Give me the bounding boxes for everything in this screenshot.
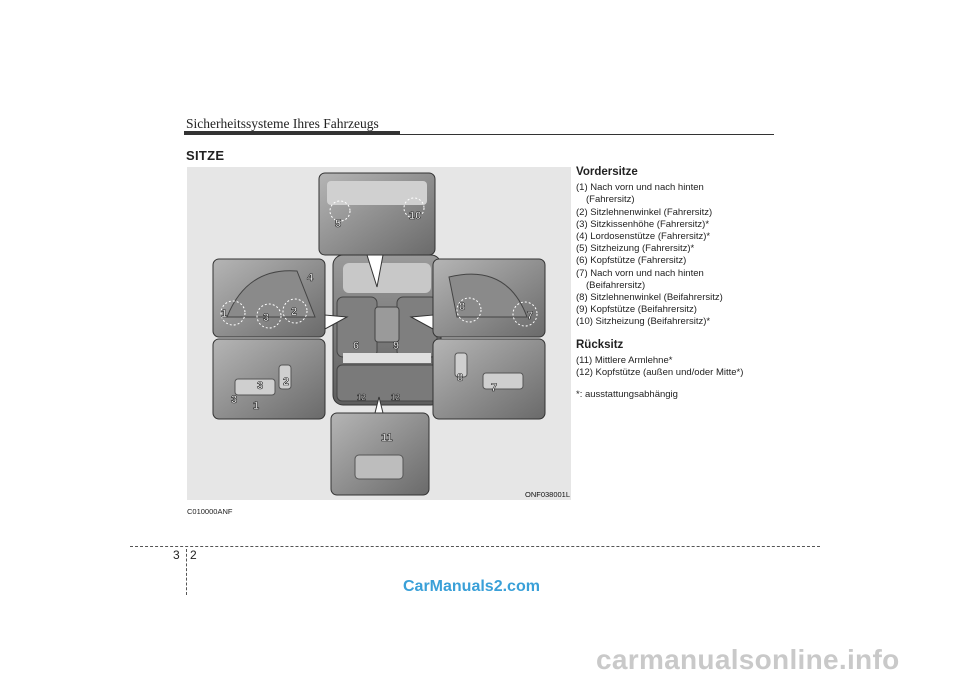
car-top-view: [333, 255, 441, 405]
callout-7: 7: [527, 310, 534, 322]
callout-8b: 8: [457, 372, 464, 384]
page-chapter: 3: [173, 548, 180, 562]
watermark-link[interactable]: CarManuals2.com: [403, 578, 540, 595]
legend-list: [576, 166, 776, 401]
page-number: 2: [190, 548, 197, 562]
list-item: (3) Sitzkissenhöhe (Fahrersitz)*: [576, 218, 710, 230]
callout-5: 5: [335, 218, 342, 230]
list-item: (Fahrersitz): [586, 194, 635, 206]
seats-illustration: [187, 167, 571, 500]
list-item: (10) Sitzheizung (Beifahrersitz)*: [576, 316, 711, 328]
callout-3: 3: [263, 312, 270, 324]
figure-code-left: C010000ANF: [187, 507, 233, 516]
list-item: (8) Sitzlehnenwinkel (Beifahrersitz): [576, 292, 723, 304]
right-bottom-inset: [433, 339, 545, 419]
left-bottom-inset: [213, 339, 325, 419]
callout-8: 8: [459, 301, 466, 313]
callout-1: 1: [221, 308, 228, 320]
footnote: *: ausstattungsabhängig: [576, 389, 678, 401]
list-item: (12) Kopfstütze (außen und/oder Mitte*): [576, 367, 744, 379]
watermark-text: carmanualsonline.info: [596, 644, 900, 675]
header-rule: [184, 134, 774, 135]
callout-2b: 2: [283, 376, 290, 388]
callout-4: 4: [307, 272, 314, 284]
list-item: (2) Sitzlehnenwinkel (Fahrersitz): [576, 206, 713, 218]
callout-12b: 12: [391, 393, 400, 402]
callout-9: 9: [393, 340, 400, 352]
list-item: (1) Nach vorn und nach hinten: [576, 182, 704, 194]
footer-divider: [186, 549, 187, 595]
callout-3b: 3: [257, 380, 264, 392]
callout-1b: 1: [253, 400, 260, 412]
section-title: SITZE: [186, 148, 225, 163]
list-item: (7) Nach vorn und nach hinten: [576, 267, 704, 279]
list-item: (4) Lordosenstütze (Fahrersitz)*: [576, 231, 711, 243]
callout-12a: 12: [357, 393, 366, 402]
list-item: (11) Mittlere Armlehne*: [576, 354, 673, 366]
callout-10: 10: [409, 210, 422, 222]
footer-rule: [130, 546, 820, 547]
figure-code-right: ONF038001L: [525, 490, 571, 499]
callout-11: 11: [381, 432, 393, 444]
list-item: (Beifahrersitz): [586, 279, 646, 291]
list-item: (5) Sitzheizung (Fahrersitz)*: [576, 243, 695, 255]
list-item: (6) Kopfstütze (Fahrersitz): [576, 255, 687, 267]
callout-6: 6: [353, 340, 360, 352]
callout-7b: 7: [491, 382, 498, 394]
list-item: (9) Kopfstütze (Beifahrersitz): [576, 304, 697, 316]
ruecksitz-heading: Rücksitz: [576, 338, 624, 351]
vordersitze-heading: Vordersitze: [576, 166, 638, 178]
header-title: Sicherheitssysteme Ihres Fahrzeugs: [186, 116, 379, 131]
callout-2: 2: [291, 306, 298, 318]
callout-3c: 3: [231, 394, 238, 406]
